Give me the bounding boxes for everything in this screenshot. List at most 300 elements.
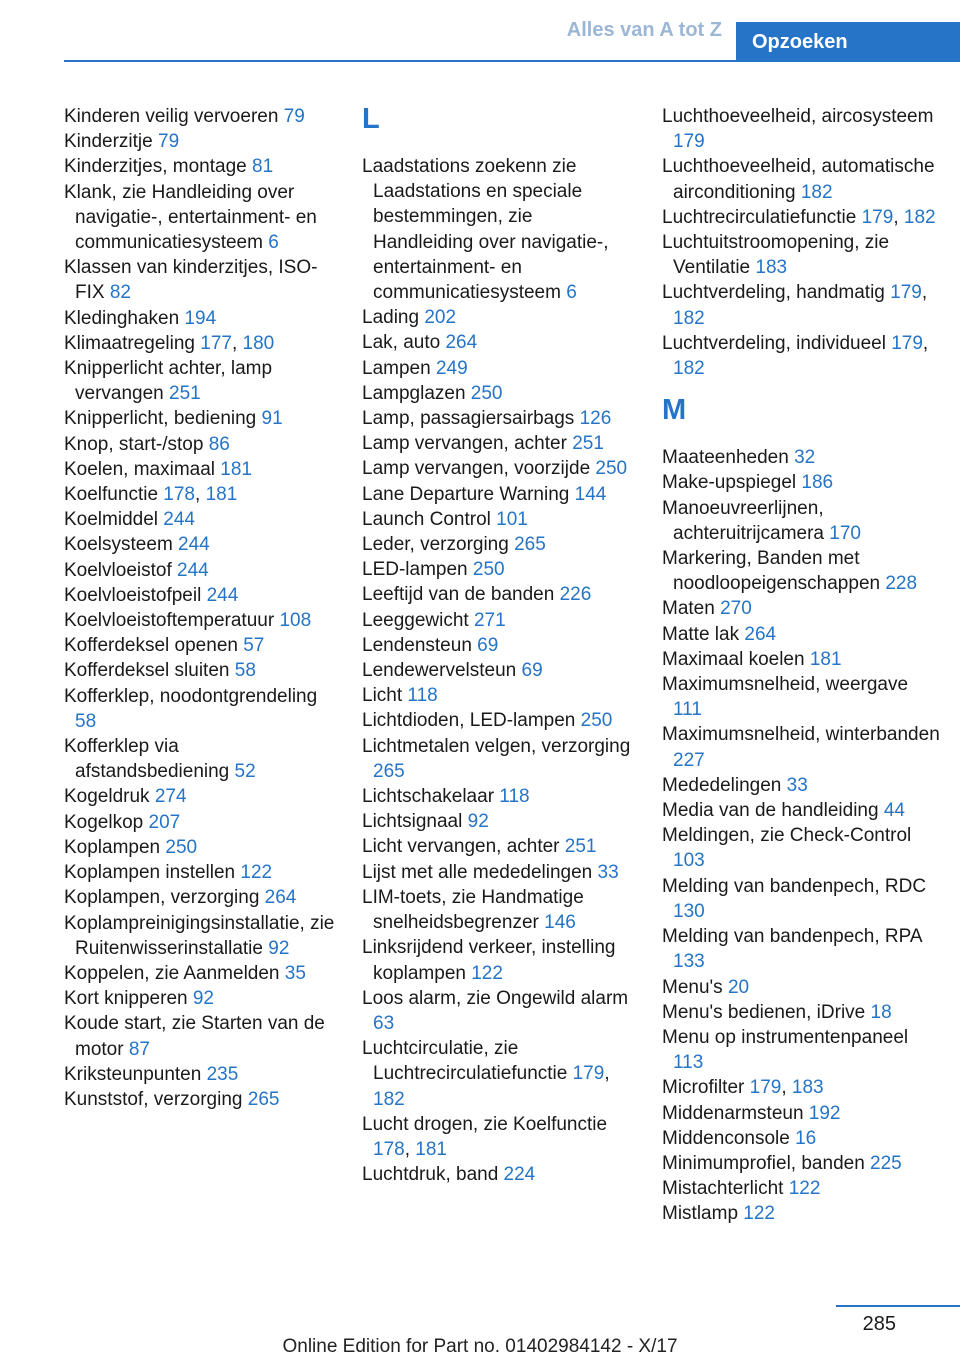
page-ref-link[interactable]: 52 xyxy=(234,761,256,783)
index-entry-term: Mededelingen xyxy=(662,774,787,796)
page-ref-link[interactable]: 182 xyxy=(903,206,936,228)
page-ref-link[interactable]: 18 xyxy=(870,1001,892,1023)
page-ref-link[interactable]: 251 xyxy=(169,383,201,405)
page-ref-link[interactable]: 250 xyxy=(165,836,198,858)
page-ref-link[interactable]: 192 xyxy=(808,1102,841,1124)
page-ref-link[interactable]: 250 xyxy=(595,458,628,480)
index-entry xyxy=(64,255,336,305)
index-entry xyxy=(362,935,634,985)
index-entry xyxy=(662,975,942,1000)
index-entry-term: Kofferklep, noodontgrendeling xyxy=(64,685,318,707)
page-ref-link[interactable]: 270 xyxy=(720,598,752,620)
page-ref-link[interactable]: 122 xyxy=(471,962,503,984)
page-ref-link[interactable]: 207 xyxy=(148,811,181,833)
index-entry xyxy=(362,582,634,607)
index-entry xyxy=(64,658,336,683)
index-entry xyxy=(64,1087,336,1112)
index-entry xyxy=(362,658,634,683)
index-letter-heading: M xyxy=(662,394,687,427)
page-ref-link[interactable]: 92 xyxy=(268,937,290,959)
index-entry xyxy=(64,961,336,986)
page-ref-link[interactable]: 44 xyxy=(883,800,905,822)
index-entry xyxy=(362,1036,634,1112)
index-entry xyxy=(64,911,336,961)
page-ref-link[interactable]: 144 xyxy=(574,483,607,505)
index-entry xyxy=(662,773,942,798)
index-entry-term: Lamp, passagiersairbags xyxy=(362,408,580,430)
page-ref-separator: , xyxy=(893,206,904,228)
index-entry-term: Kort knipperen xyxy=(64,988,193,1010)
page-ref-link[interactable]: 182 xyxy=(673,358,705,380)
index-entry-term: Lichtsignaal xyxy=(362,811,468,833)
index-entry-term: Luchthoeveelheid, automatische airconditioning xyxy=(662,156,935,203)
index-list xyxy=(64,104,336,1112)
index-entry xyxy=(362,834,634,859)
page-ref-link[interactable]: 182 xyxy=(800,181,833,203)
index-entry-term: Kledinghaken xyxy=(64,307,185,329)
index-entry-term: Koplampen instellen xyxy=(64,862,241,884)
index-entry xyxy=(662,647,942,672)
index-entry-term: Kofferklep via afstandsbediening xyxy=(64,736,235,783)
index-entry xyxy=(362,986,634,1036)
index-entry-term: Markering, Banden met noodloopeigenschappen xyxy=(662,548,886,595)
page-ref-link[interactable]: 251 xyxy=(572,433,604,455)
page-ref-link[interactable]: 235 xyxy=(206,1063,239,1085)
index-entry xyxy=(362,1162,634,1187)
index-entry-term: Mistachterlicht xyxy=(662,1178,789,1200)
page-ref-link[interactable]: 244 xyxy=(178,534,210,556)
page-ref-link[interactable]: 180 xyxy=(242,332,275,354)
page-ref-separator: , xyxy=(921,282,928,304)
index-entry-term: Maximumsnelheid, weergave xyxy=(662,674,909,696)
index-list xyxy=(662,445,942,1226)
index-letter-heading: L xyxy=(362,103,380,135)
page-ref-link[interactable]: 183 xyxy=(791,1077,824,1099)
index-entry-term: Leeftijd van de banden xyxy=(362,584,560,606)
page-ref-link[interactable]: 244 xyxy=(177,559,209,581)
index-entry-term: Laadstations zoekenn zie Laadstations en speciale bestemmingen, zie Handleiding over navigatie-, entertainment- en communicatiesysteem xyxy=(362,156,609,304)
page-ref-link[interactable]: 250 xyxy=(472,559,505,581)
index-entry-term: Lampglazen xyxy=(362,382,471,404)
page-ref-link[interactable]: 274 xyxy=(154,786,187,808)
index-entry xyxy=(362,1112,634,1162)
index-entry-term: Koplampreinigingsinstallatie, zie Ruitenwisserinstallatie xyxy=(64,912,335,959)
page-ref-separator: , xyxy=(195,484,206,506)
index-entry-term: Luchthoeveelheid, aircosysteem xyxy=(662,106,934,127)
footer-rule xyxy=(836,1305,960,1307)
index-entry xyxy=(662,205,942,230)
index-entry-term: Koude start, zie Starten van de motor xyxy=(64,1013,325,1060)
index-entry-term: Koelsysteem xyxy=(64,534,179,556)
index-entry-term: Koelvloeistof xyxy=(64,559,178,581)
index-entry-term: Menu op instrumentenpaneel xyxy=(662,1026,909,1048)
index-entry xyxy=(662,331,942,381)
index-entry xyxy=(64,482,336,507)
page-ref-link[interactable]: 6 xyxy=(268,232,279,254)
index-entry-term: Lading xyxy=(362,307,425,329)
page-ref-link[interactable]: 183 xyxy=(755,257,788,279)
index-entry-term: Microfilter xyxy=(662,1077,750,1099)
page-ref-link[interactable]: 179 xyxy=(891,332,923,354)
page-ref-link[interactable]: 179 xyxy=(572,1063,605,1085)
index-entry-term: Maximumsnelheid, winterbanden xyxy=(662,724,940,746)
page-ref-link[interactable]: 264 xyxy=(744,623,777,645)
page-ref-link[interactable]: 133 xyxy=(673,951,705,973)
index-entry-term: Kofferdeksel sluiten xyxy=(64,660,235,682)
index-entry-term: Koelfunctie xyxy=(64,484,164,506)
index-entry-term: Leeggewicht xyxy=(362,609,474,631)
index-entry xyxy=(662,1101,942,1126)
page-ref-link[interactable]: 182 xyxy=(673,307,705,329)
page-ref-link[interactable]: 170 xyxy=(829,522,861,544)
page-ref-link[interactable]: 251 xyxy=(564,836,597,858)
page-ref-link[interactable]: 181 xyxy=(205,484,238,506)
page-ref-link[interactable]: 178 xyxy=(373,1138,405,1160)
index-entry xyxy=(662,823,942,873)
index-entry xyxy=(362,456,634,481)
page-ref-link[interactable]: 58 xyxy=(75,710,97,732)
index-entry-term: Maten xyxy=(662,598,721,620)
index-entry xyxy=(64,1011,336,1061)
index-entry-term: Kinderen veilig vervoeren xyxy=(64,106,284,127)
page-ref-link[interactable]: 79 xyxy=(283,106,305,127)
index-entry xyxy=(362,532,634,557)
index-entry xyxy=(64,129,336,154)
index-entry-term: Koppelen, zie Aanmelden xyxy=(64,962,285,984)
index-entry-term: Lamp vervangen, voorzijde xyxy=(362,458,596,480)
page-ref-link[interactable]: 181 xyxy=(415,1138,447,1160)
page-ref-separator: , xyxy=(922,332,929,354)
index-entry-term: Kinderzitje xyxy=(64,131,158,153)
page-ref-link[interactable]: 33 xyxy=(597,861,619,883)
index-entry-term: Knop, start-/stop xyxy=(64,433,209,455)
page-ref-link[interactable]: 244 xyxy=(163,509,195,531)
index-entry-term: Lichtmetalen velgen, verzorging xyxy=(362,735,631,757)
page-ref-link[interactable]: 79 xyxy=(158,131,180,153)
page-ref-separator: , xyxy=(231,332,243,354)
index-entry xyxy=(362,784,634,809)
page-ref-link[interactable]: 6 xyxy=(566,282,577,304)
index-entry-term: Maximaal koelen xyxy=(662,648,810,670)
page-ref-link[interactable]: 118 xyxy=(407,685,438,707)
index-entry xyxy=(64,583,336,608)
index-entry xyxy=(362,860,634,885)
index-entry xyxy=(662,230,942,280)
index-entry xyxy=(662,1151,942,1176)
page-ref-link[interactable]: 181 xyxy=(809,648,842,670)
index-entry xyxy=(662,1000,942,1025)
index-entry xyxy=(662,1126,942,1151)
index-entry xyxy=(362,608,634,633)
index-entry xyxy=(64,986,336,1011)
page-ref-link[interactable]: 122 xyxy=(743,1203,775,1225)
index-entry xyxy=(362,154,634,305)
page-ref-link[interactable]: 101 xyxy=(496,508,528,530)
page-ref-link[interactable]: 86 xyxy=(208,433,230,455)
index-entry-term: Menu's bedienen, iDrive xyxy=(662,1001,871,1023)
index-entry-term: Licht vervangen, achter xyxy=(362,836,565,858)
index-entry-term: Media van de handleiding xyxy=(662,800,884,822)
page-ref-link[interactable]: 118 xyxy=(499,786,530,808)
index-entry-term: Lamp vervangen, achter xyxy=(362,433,573,455)
index-entry-term: Kofferdeksel openen xyxy=(64,635,244,657)
index-entry-term: Manoeuvreerlijnen, achteruitrijcamera xyxy=(662,497,830,544)
page-ref-link[interactable]: 16 xyxy=(795,1127,817,1149)
index-entry-term: Melding van bandenpech, RDC xyxy=(662,875,927,897)
page-ref-link[interactable]: 122 xyxy=(240,862,273,884)
index-entry-term: Middenconsole xyxy=(662,1127,796,1149)
page-ref-link[interactable]: 250 xyxy=(580,710,613,732)
index-entry xyxy=(64,306,336,331)
index-entry xyxy=(64,457,336,482)
page-ref-link[interactable]: 113 xyxy=(673,1052,704,1074)
index-entry xyxy=(362,305,634,330)
index-entry xyxy=(662,1201,942,1226)
index-entry xyxy=(64,507,336,532)
page-ref-link[interactable]: 265 xyxy=(247,1088,280,1110)
index-entry-term: Luchtuitstroomopening, zie Ventilatie xyxy=(662,232,890,279)
index-column-3 xyxy=(662,104,942,1227)
index-entry-term: Melding van bandenpech, RPA xyxy=(662,926,922,948)
index-entry xyxy=(64,860,336,885)
index-entry-term: Lichtdioden, LED-lampen xyxy=(362,710,581,732)
index-entry-term: Kunststof, verzorging xyxy=(64,1088,248,1110)
index-list xyxy=(662,104,942,381)
index-entry-term: Matte lak xyxy=(662,623,745,645)
page-ref-link[interactable]: 92 xyxy=(467,811,489,833)
index-entry-term: Luchtcirculatie, zie Luchtrecirculatiefunctie xyxy=(362,1038,573,1085)
page-ref-link[interactable]: 126 xyxy=(579,408,612,430)
index-entry xyxy=(662,104,942,154)
page-ref-link[interactable]: 265 xyxy=(373,760,405,782)
index-entry-term: Luchtdruk, band xyxy=(362,1164,504,1186)
page-ref-link[interactable]: 58 xyxy=(234,660,256,682)
index-entry xyxy=(362,734,634,784)
index-entry-term: Licht xyxy=(362,685,408,707)
page-number: 285 xyxy=(862,1313,896,1335)
page-ref-separator: , xyxy=(404,1138,416,1160)
index-entry-term: Lampen xyxy=(362,357,436,379)
index-entry-term: Lane Departure Warning xyxy=(362,483,575,505)
page-ref-link[interactable]: 249 xyxy=(435,357,468,379)
page-ref-link[interactable]: 122 xyxy=(788,1178,821,1200)
page-ref-link[interactable]: 92 xyxy=(192,988,214,1010)
index-entry xyxy=(64,331,336,356)
page-ref-link[interactable]: 226 xyxy=(559,584,592,606)
page-ref-link[interactable]: 35 xyxy=(284,962,306,984)
page-ref-link[interactable]: 179 xyxy=(749,1077,782,1099)
index-entry xyxy=(64,734,336,784)
page-ref-link[interactable]: 271 xyxy=(473,609,506,631)
page-ref-link[interactable]: 130 xyxy=(673,900,705,922)
page-ref-link[interactable]: 264 xyxy=(445,332,478,354)
page-ref-link[interactable]: 228 xyxy=(885,573,918,595)
page-ref-link[interactable]: 69 xyxy=(477,634,499,656)
index-entry xyxy=(64,154,336,179)
page-ref-link[interactable]: 146 xyxy=(544,912,576,934)
index-entry-term: Koelmiddel xyxy=(64,509,164,531)
page-ref-link[interactable]: 63 xyxy=(373,1012,395,1034)
index-entry-term: Leder, verzorging xyxy=(362,534,515,556)
index-entry xyxy=(662,546,942,596)
index-entry xyxy=(662,1176,942,1201)
page-ref-link[interactable]: 69 xyxy=(521,660,543,682)
page-ref-separator: , xyxy=(781,1077,792,1099)
page-ref-link[interactable]: 265 xyxy=(514,534,546,556)
index-entry xyxy=(362,633,634,658)
index-entry xyxy=(64,532,336,557)
index-entry xyxy=(64,558,336,583)
page-ref-link[interactable]: 244 xyxy=(206,584,239,606)
page-ref-link[interactable]: 227 xyxy=(673,749,705,771)
page-ref-link[interactable]: 194 xyxy=(184,307,217,329)
page-ref-link[interactable]: 111 xyxy=(673,699,702,721)
index-entry xyxy=(64,885,336,910)
page-ref-separator: , xyxy=(604,1063,610,1085)
index-entry-term: Maateenheden xyxy=(662,447,795,469)
index-entry-term: Kogeldruk xyxy=(64,786,155,808)
index-entry-term: Koelvloeistofpeil xyxy=(64,584,207,606)
index-entry-term: Meldingen, zie Check-Control xyxy=(662,825,912,847)
index-entry-term: Luchtrecirculatiefunctie xyxy=(662,206,862,228)
page-ref-link[interactable]: 87 xyxy=(128,1038,150,1060)
index-entry xyxy=(64,784,336,809)
index-entry-term: Koelen, maximaal xyxy=(64,458,221,480)
index-entry-term: Lichtschakelaar xyxy=(362,786,500,808)
index-entry-term: Lijst met alle mededelingen xyxy=(362,861,598,883)
index-entry-term: Klank, zie Handleiding over navigatie-, entertainment- en communicatiesysteem xyxy=(64,181,317,254)
index-entry xyxy=(662,445,942,470)
index-entry-term: LED-lampen xyxy=(362,559,473,581)
index-entry xyxy=(662,1025,942,1075)
page-header xyxy=(0,0,960,62)
index-entry xyxy=(64,356,336,406)
index-column-2 xyxy=(362,104,634,1187)
index-entry-term: Knipperlicht, bediening xyxy=(64,408,262,430)
index-entry xyxy=(662,874,942,924)
index-entry-term: Lendensteun xyxy=(362,634,478,656)
index-entry-term: Luchtverdeling, handmatig xyxy=(662,282,891,304)
page-ref-link[interactable]: 179 xyxy=(890,282,922,304)
page-ref-link[interactable]: 91 xyxy=(261,408,283,430)
page-ref-link[interactable]: 179 xyxy=(673,131,705,153)
index-entry xyxy=(64,684,336,734)
index-entry xyxy=(64,1062,336,1087)
index-entry-term: Kogelkop xyxy=(64,811,149,833)
page-ref-link[interactable]: 250 xyxy=(470,382,503,404)
page-ref-link[interactable]: 225 xyxy=(870,1152,902,1174)
edition-note: Online Edition for Part no. 01402984142 - X/17 xyxy=(282,1336,678,1357)
page-ref-link[interactable]: 57 xyxy=(243,635,265,657)
index-column-1 xyxy=(64,104,336,1112)
index-entry xyxy=(362,683,634,708)
index-entry-term: Klimaatregeling xyxy=(64,332,201,354)
page-ref-link[interactable]: 20 xyxy=(727,976,750,998)
index-entry-term: Lak, auto xyxy=(362,332,446,354)
index-entry-term: Koplampen, verzorging xyxy=(64,887,265,909)
index-entry xyxy=(362,356,634,381)
index-entry-term: Luchtverdeling, individueel xyxy=(662,332,892,354)
index-entry-term: LIM-toets, zie Handmatige snelheidsbegrenzer xyxy=(362,886,584,934)
page-ref-link[interactable]: 264 xyxy=(264,887,297,909)
index-entry-term: Launch Control xyxy=(362,508,497,530)
index-entry-term: Menu's xyxy=(662,976,728,998)
index-entry-term: Loos alarm, zie Ongewild alarm xyxy=(362,987,629,1009)
page-ref-link[interactable]: 179 xyxy=(861,206,894,228)
index-entry-term: Knipperlicht achter, lamp vervangen xyxy=(64,358,273,405)
index-entry-term: Mistlamp xyxy=(662,1203,744,1225)
page-ref-link[interactable]: 32 xyxy=(794,447,816,469)
index-entry xyxy=(362,557,634,582)
index-entry-term: Middenarmsteun xyxy=(662,1102,809,1124)
index-entry xyxy=(362,507,634,532)
page-ref-link[interactable]: 108 xyxy=(279,610,312,632)
index-entry xyxy=(662,1075,942,1100)
index-entry xyxy=(662,280,942,330)
index-entry xyxy=(64,608,336,633)
index-entry xyxy=(662,154,942,204)
index-entry-term: Linksrijdend verkeer, instelling koplampen xyxy=(362,937,616,984)
page-ref-link[interactable]: 81 xyxy=(252,156,274,178)
header-rule xyxy=(64,60,960,62)
index-entry xyxy=(64,104,336,129)
page-ref-link[interactable]: 224 xyxy=(503,1164,536,1186)
index-entry xyxy=(64,432,336,457)
index-entry-term: Kriksteunpunten xyxy=(64,1063,207,1085)
index-entry xyxy=(362,330,634,355)
page-ref-link[interactable]: 177 xyxy=(200,332,232,354)
index-entry xyxy=(362,482,634,507)
page-ref-link[interactable]: 186 xyxy=(801,472,834,494)
index-entry xyxy=(64,633,336,658)
index-entry xyxy=(662,496,942,546)
index-entry-term: Kinderzitjes, montage xyxy=(64,156,252,178)
page-ref-link[interactable]: 103 xyxy=(673,850,705,872)
page-ref-link[interactable]: 202 xyxy=(424,307,457,329)
index-entry-term: Koplampen xyxy=(64,836,166,858)
index-entry xyxy=(362,885,634,935)
index-entry-term: Klassen van kinderzitjes, ISO-FIX xyxy=(64,257,318,304)
index-entry-term: Make-upspiegel xyxy=(662,472,802,494)
index-entry xyxy=(662,470,942,495)
index-entry xyxy=(64,180,336,256)
index-entry xyxy=(362,809,634,834)
index-entry xyxy=(662,622,942,647)
index-entry xyxy=(64,406,336,431)
index-entry-term: Lendewervelsteun xyxy=(362,660,522,682)
index-entry-term: Minimumprofiel, banden xyxy=(662,1152,871,1174)
index-list xyxy=(362,154,634,1187)
page-ref-link[interactable]: 182 xyxy=(373,1088,405,1110)
index-entry xyxy=(662,798,942,823)
header-tab[interactable]: Opzoeken xyxy=(736,22,960,62)
page-ref-link[interactable]: 33 xyxy=(786,774,808,796)
index-entry xyxy=(662,722,942,772)
index-entry xyxy=(662,672,942,722)
page-ref-link[interactable]: 178 xyxy=(163,484,195,506)
header-section-title[interactable]: Alles van A tot Z xyxy=(566,18,722,41)
index-entry xyxy=(662,596,942,621)
index-entry xyxy=(662,924,942,974)
page-ref-link[interactable]: 181 xyxy=(220,458,252,480)
index-entry xyxy=(362,381,634,406)
index-entry xyxy=(64,835,336,860)
index-entry xyxy=(362,708,634,733)
page-ref-link[interactable]: 82 xyxy=(109,282,131,304)
index-entry-term: Lucht drogen, zie Koelfunctie xyxy=(362,1113,608,1135)
index-entry-term: Koelvloeistoftemperatuur xyxy=(64,610,280,632)
index-entry xyxy=(362,431,634,456)
